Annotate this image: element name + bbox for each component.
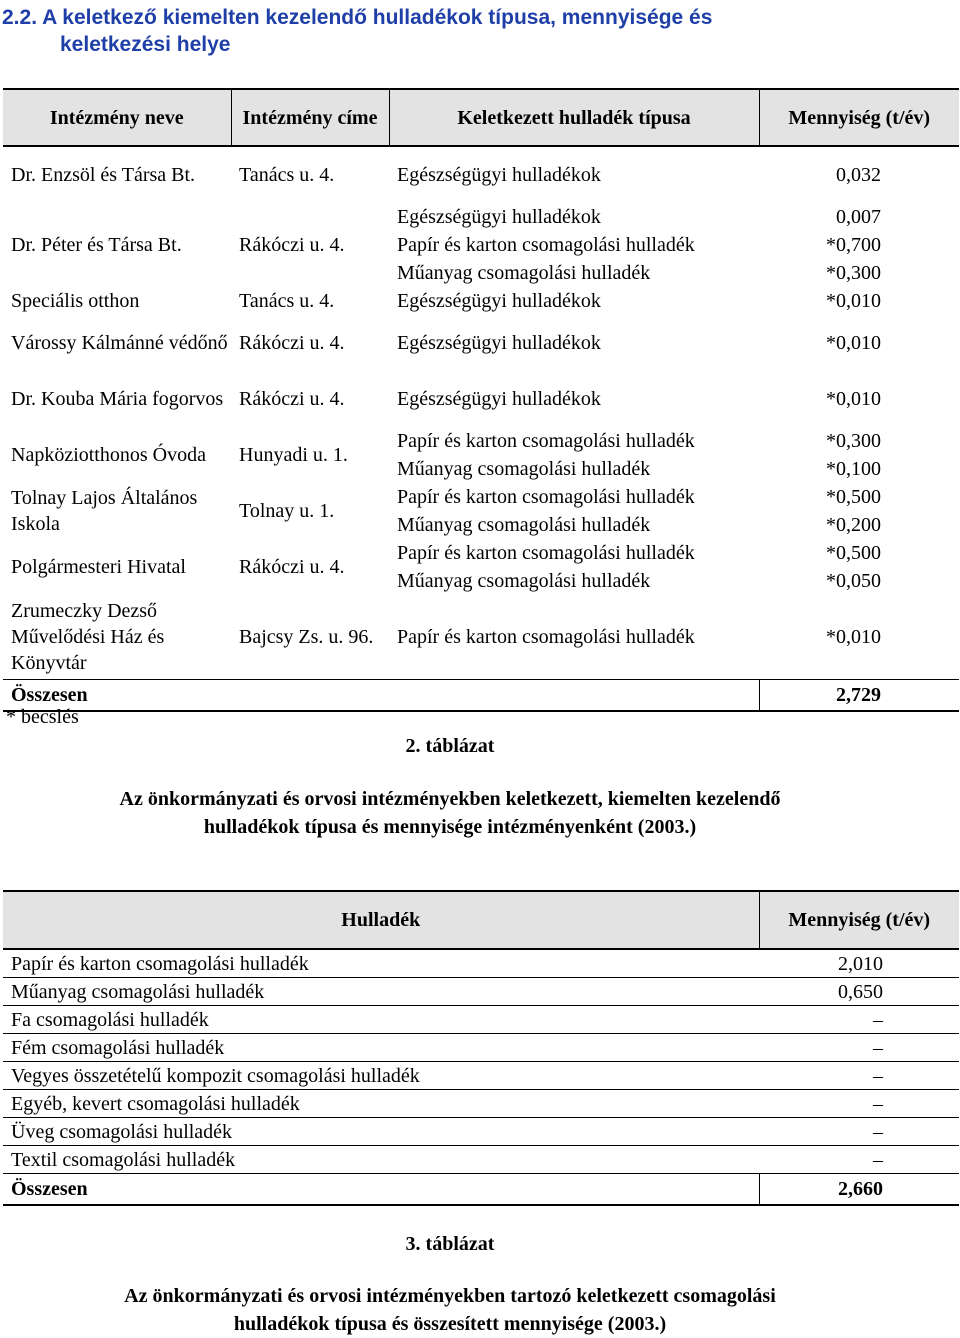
- waste-type: Egészségügyi hulladékok: [397, 332, 601, 354]
- waste-qty: –: [759, 1146, 959, 1174]
- waste-type: Egészségügyi hulladékok: [397, 206, 601, 228]
- waste-name: Textil csomagolási hulladék: [3, 1146, 759, 1174]
- waste-qty: *0,300: [826, 262, 881, 284]
- header-type: Keletkezett hulladék típusa: [389, 89, 759, 146]
- caption-line1: Az önkormányzati és orvosi intézményekben tartozó keletkezett csomagolási: [124, 1285, 776, 1307]
- institution-address: Bajcsy Zs. u. 96.: [239, 625, 374, 648]
- table-row: [3, 371, 959, 427]
- header-waste: Hulladék: [3, 891, 759, 949]
- waste-name: Papír és karton csomagolási hulladék: [3, 949, 759, 978]
- waste-type: Műanyag csomagolási hulladék: [397, 570, 651, 592]
- waste-type: Műanyag csomagolási hulladék: [397, 458, 651, 480]
- institution-name: Dr. Péter és Társa Bt.: [11, 234, 182, 256]
- waste-type: Papír és karton csomagolási hulladék: [397, 486, 695, 508]
- waste-qty: *0,500: [826, 542, 881, 564]
- waste-qty: 0,650: [759, 978, 959, 1006]
- waste-qty: –: [759, 1090, 959, 1118]
- waste-name: Üveg csomagolási hulladék: [3, 1118, 759, 1146]
- waste-qty: *0,010: [826, 332, 881, 354]
- waste-qty: –: [759, 1034, 959, 1062]
- institution-address: Rákóczi u. 4.: [239, 556, 345, 578]
- waste-name: Vegyes összetételű kompozit csomagolási hulladék: [3, 1062, 759, 1090]
- institution-address: Tolnay u. 1.: [239, 500, 335, 522]
- waste-type: Papír és karton csomagolási hulladék: [397, 542, 695, 564]
- table-row: [3, 146, 959, 203]
- caption-line2: hulladékok típusa és összesített mennyisége (2003.): [233, 1313, 667, 1335]
- section-heading-line1: 2.2. A keletkező kiemelten kezelendő hulladékok típusa, mennyisége és: [2, 6, 713, 29]
- table-label: 3. táblázat: [405, 1233, 495, 1255]
- waste-type: Papír és karton csomagolási hulladék: [397, 430, 695, 452]
- caption-line1: Az önkormányzati és orvosi intézményekben keletkezett, kiemelten kezelendő: [119, 788, 781, 810]
- total-value: 2,729: [759, 679, 959, 711]
- waste-qty: *0,010: [826, 388, 881, 410]
- waste-type: Papír és karton csomagolási hulladék: [397, 234, 695, 256]
- table-row: [3, 1090, 959, 1118]
- institution-address: Rákóczi u. 4.: [239, 332, 345, 354]
- table-row: [3, 1006, 959, 1034]
- waste-name: Fa csomagolási hulladék: [3, 1006, 759, 1034]
- waste-qty: 2,010: [759, 949, 959, 978]
- table-row: [3, 1146, 959, 1174]
- institution-address: Tanács u. 4.: [239, 164, 335, 186]
- institution-address: Hunyadi u. 1.: [239, 444, 348, 466]
- table-row: [3, 287, 959, 315]
- waste-qty: *0,300: [826, 430, 881, 452]
- packaging-waste-table: [3, 890, 959, 1206]
- institution-address: Rákóczi u. 4.: [239, 234, 345, 256]
- waste-type: Egészségügyi hulladékok: [397, 290, 601, 312]
- table-header-row: [3, 891, 959, 949]
- waste-qty: *0,010: [826, 625, 881, 648]
- total-row: [3, 679, 959, 711]
- header-qty: Mennyiség (t/év): [759, 891, 959, 949]
- institution-name: Zrumeczky Dezső Művelődési Ház és Könyvtár: [11, 599, 165, 674]
- header-qty: Mennyiség (t/év): [759, 89, 959, 146]
- header-address: Intézmény címe: [231, 89, 389, 146]
- institution-address: Rákóczi u. 4.: [239, 388, 345, 410]
- waste-by-institution-table: [3, 88, 959, 712]
- waste-qty: *0,700: [826, 234, 881, 256]
- table-caption: [30, 785, 870, 841]
- header-name: Intézmény neve: [3, 89, 231, 146]
- institution-name: Várossy Kálmánné védőnő: [11, 332, 228, 354]
- waste-type: Műanyag csomagolási hulladék: [397, 514, 651, 536]
- waste-qty: *0,500: [826, 486, 881, 508]
- total-value: 2,660: [759, 1174, 959, 1206]
- total-row: [3, 1174, 959, 1206]
- waste-qty: –: [759, 1006, 959, 1034]
- table-caption: [30, 1282, 870, 1338]
- waste-qty: 0,007: [836, 206, 881, 228]
- table-header-row: [3, 89, 959, 146]
- institution-name: Polgármesteri Hivatal: [11, 556, 186, 578]
- institution-name: Dr. Kouba Mária fogorvos: [11, 388, 224, 410]
- waste-type: Műanyag csomagolási hulladék: [397, 262, 651, 284]
- waste-qty: *0,200: [826, 514, 881, 536]
- table-row: [3, 483, 959, 511]
- institution-name: Tolnay Lajos Általános Iskola: [11, 487, 198, 535]
- table-row: [3, 427, 959, 455]
- waste-type: Egészségügyi hulladékok: [397, 164, 601, 186]
- waste-qty: *0,100: [826, 458, 881, 480]
- waste-qty: 0,032: [836, 164, 881, 186]
- table-row: [3, 1118, 959, 1146]
- table-row: [3, 539, 959, 567]
- table-row: [3, 315, 959, 371]
- institution-address: Tanács u. 4.: [239, 290, 335, 312]
- waste-qty: –: [759, 1062, 959, 1090]
- institution-name: Speciális otthon: [11, 290, 140, 312]
- waste-qty: *0,050: [826, 570, 881, 592]
- table-label: 2. táblázat: [405, 735, 495, 757]
- waste-type: Papír és karton csomagolási hulladék: [397, 625, 695, 648]
- table-row: [3, 1034, 959, 1062]
- table-row: [3, 203, 959, 231]
- institution-name: Dr. Enzsöl és Társa Bt.: [11, 164, 196, 186]
- waste-name: Fém csomagolási hulladék: [3, 1034, 759, 1062]
- waste-qty: –: [759, 1118, 959, 1146]
- estimate-note: * becslés: [6, 706, 79, 728]
- table-row: [3, 978, 959, 1006]
- table-row: [3, 949, 959, 978]
- institution-name: Napköziotthonos Óvoda: [11, 444, 206, 466]
- section-heading: [2, 4, 902, 58]
- waste-type: Egészségügyi hulladékok: [397, 388, 601, 410]
- caption-line2: hulladékok típusa és mennyisége intézményenként (2003.): [203, 816, 697, 838]
- waste-name: Műanyag csomagolási hulladék: [3, 978, 759, 1006]
- total-label: Összesen: [3, 679, 759, 711]
- waste-qty: *0,010: [826, 290, 881, 312]
- total-label: Összesen: [3, 1174, 759, 1206]
- table-row: [3, 1062, 959, 1090]
- section-heading-line2: keletkezési helye: [60, 33, 231, 56]
- table-row: [3, 595, 959, 679]
- waste-name: Egyéb, kevert csomagolási hulladék: [3, 1090, 759, 1118]
